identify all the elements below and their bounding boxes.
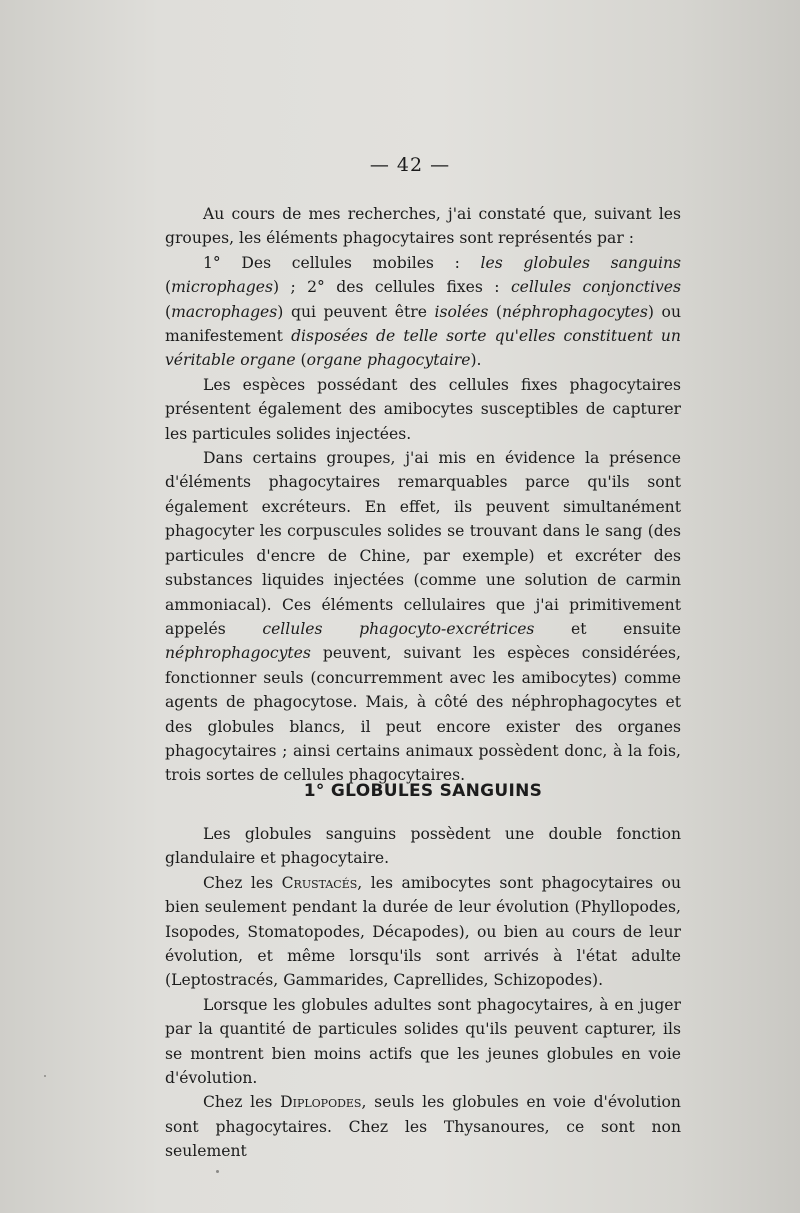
text-run: peuvent, suivant les espèces considérées, fonctionner seuls (concurremment avec les amibocytes) comme agents de phagocytose. Mais, à côté des néphrophagocytes et des globules blancs, il peut encore exister des organes phagocytaires ; ainsi certains animaux possèdent donc, à la fois, trois sortes de cellules phagocytaires. — [165, 644, 681, 785]
italic-term: disposées de telle sorte qu'elles constituent un véritable organe — [165, 327, 681, 370]
text-run: ( — [295, 351, 307, 370]
italic-term: organe phagocytaire — [306, 351, 471, 370]
paragraph — [165, 993, 681, 1091]
text-run: Chez les — [203, 1093, 281, 1112]
italic-term: cellules conjonctives — [510, 278, 681, 297]
text-run: Les espèces possédant des cellules fixes phagocytaires présentent également des amibocytes susceptibles de capturer les particules solides injectées. — [165, 375, 681, 443]
paragraph — [165, 871, 681, 993]
text-run: ) ; 2° des cellules fixes : — [272, 278, 511, 297]
text-run: , les amibocytes sont phagocytaires ou bien seulement pendant la durée de leur évolution (Phyllopodes, Isopodes, Stomatopodes, Décapodes), ou bien au cours de leur évolution, et même lorsqu'ils sont arrivés à l'état adulte (Leptostracés, Gammarides, Caprellides, Schizopodes). — [165, 873, 681, 990]
italic-term: cellules phagocyto-excrétrices — [262, 619, 535, 638]
paragraph — [165, 1090, 681, 1163]
text-run: , seuls les globules en voie d'évolution sont phagocytaires. Chez les Thysanoures, ce sont non seulement — [165, 1093, 681, 1161]
italic-term: néphrophagocytes — [502, 302, 648, 321]
text-run: Dans certains groupes, j'ai mis en évidence la présence d'éléments phagocytaires remarquables parce qu'ils sont également excréteurs. En effet, ils peuvent simultanément phagocyter les corpuscules solides se trouvant dans le sang (des particules d'encre de Chine, par exemple) et excréter des substances liquides injectées (comme une solution de carmin ammoniacal). Ces éléments cellulaires que j'ai primitivement appelés — [165, 449, 681, 638]
section-text — [165, 822, 681, 1164]
paragraph — [165, 373, 681, 446]
page-number: — 42 — — [369, 154, 451, 176]
paper-speck — [44, 1075, 46, 1077]
paragraph — [165, 446, 681, 788]
paragraph — [165, 251, 681, 373]
paragraph — [165, 202, 681, 251]
text-run: ). — [470, 351, 482, 370]
text-run: ) qui peuvent être — [277, 302, 435, 321]
italic-term: néphrophagocytes — [165, 644, 311, 663]
small-caps-term: Crustacés — [281, 873, 358, 892]
text-run: ( — [165, 302, 172, 321]
italic-term: les globules sanguins — [480, 253, 681, 272]
text-run: ( — [165, 278, 172, 297]
text-run: Lorsque les globules adultes sont phagocytaires, à en juger par la quantité de particules solides qu'ils peuvent capturer, ils se montrent bien moins actifs que les jeunes globules en voie d'évolution. — [165, 995, 681, 1088]
text-run: Les globules sanguins possèdent une double fonction glandulaire et phagocytaire. — [165, 825, 681, 868]
intro-text — [165, 202, 681, 788]
italic-term: isolées — [434, 302, 489, 321]
text-run: ) ou manifestement — [165, 302, 681, 346]
italic-term: macrophages — [171, 302, 278, 321]
section-heading: 1° GLOBULES SANGUINS — [303, 781, 543, 801]
text-run: ( — [488, 302, 503, 321]
small-caps-term: Diplopodes — [280, 1093, 362, 1112]
italic-term: microphages — [171, 278, 273, 297]
text-run: Chez les — [203, 873, 282, 892]
text-run: et ensuite — [534, 619, 681, 638]
text-run: Au cours de mes recherches, j'ai constaté que, suivant les groupes, les éléments phagocytaires sont représentés par : — [165, 205, 681, 248]
paper-speck — [216, 1170, 219, 1173]
paragraph — [165, 822, 681, 871]
text-run: 1° Des cellules mobiles : — [203, 253, 481, 272]
